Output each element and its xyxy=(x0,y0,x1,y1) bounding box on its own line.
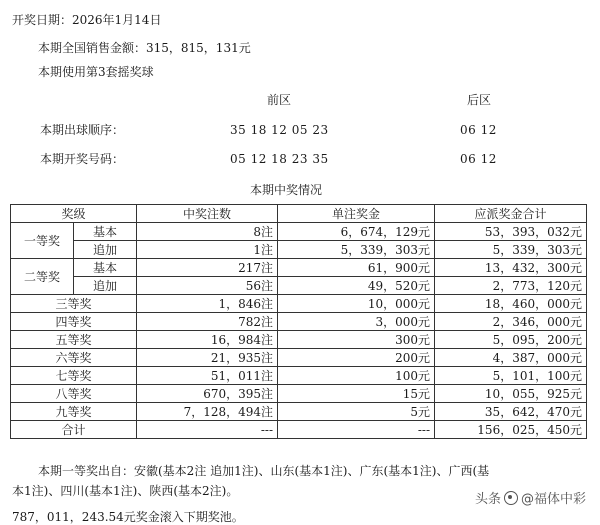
unit-prize-cell: 300元 xyxy=(278,331,435,349)
draw-date: 开奖日期：2026年1月14日 xyxy=(12,13,162,27)
count-cell: 217注 xyxy=(137,259,278,277)
table-row xyxy=(11,367,587,385)
watermark xyxy=(475,488,586,507)
table-row xyxy=(11,313,587,331)
prize-table-title: 本期中奖情况 xyxy=(250,183,323,197)
unit-prize-cell: 5，339，303元 xyxy=(278,241,435,259)
count-cell: 782注 xyxy=(137,313,278,331)
count-cell: --- xyxy=(137,421,278,439)
draw-order-label: 本期出球顺序： xyxy=(40,123,125,137)
count-cell: 7，128，494注 xyxy=(137,403,278,421)
total-prize-cell: 18，460，000元 xyxy=(435,295,587,313)
prize-table xyxy=(10,204,587,439)
table-row xyxy=(11,223,587,241)
camera-icon xyxy=(504,491,518,505)
count-cell: 1，846注 xyxy=(137,295,278,313)
header-total-prize: 应派奖金合计 xyxy=(435,205,587,223)
unit-prize-cell: 200元 xyxy=(278,349,435,367)
sales-total: 本期全国销售金额：315，815，131元 xyxy=(38,41,251,55)
table-row xyxy=(11,295,587,313)
unit-prize-cell: 6，674，129元 xyxy=(278,223,435,241)
total-prize-cell: 10，055，925元 xyxy=(435,385,587,403)
level-cell: 四等奖 xyxy=(11,313,137,331)
unit-prize-cell: 61，900元 xyxy=(278,259,435,277)
total-prize-cell: 156，025，450元 xyxy=(435,421,587,439)
winning-numbers-back: 06 12 xyxy=(460,152,497,166)
level-cell: 九等奖 xyxy=(11,403,137,421)
total-prize-cell: 35，642，470元 xyxy=(435,403,587,421)
count-cell: 8注 xyxy=(137,223,278,241)
front-zone-label: 前区 xyxy=(267,93,292,107)
sub-level-cell: 追加 xyxy=(74,241,137,259)
unit-prize-cell: 15元 xyxy=(278,385,435,403)
table-row xyxy=(11,349,587,367)
sub-level-cell: 基本 xyxy=(74,259,137,277)
level-cell: 六等奖 xyxy=(11,349,137,367)
table-header-row xyxy=(11,205,587,223)
total-prize-cell: 4，387，000元 xyxy=(435,349,587,367)
draw-order-front: 35 18 12 05 23 xyxy=(230,123,329,137)
count-cell: 51，011注 xyxy=(137,367,278,385)
count-cell: 21，935注 xyxy=(137,349,278,367)
rollover-note: 787，011，243.54元奖金滚入下期奖池。 xyxy=(12,510,244,524)
first-prize-origin-line2: 本1注)、四川(基本1注)、陕西(基本2注)。 xyxy=(12,484,239,498)
level-cell: 八等奖 xyxy=(11,385,137,403)
total-prize-cell: 13，432，300元 xyxy=(435,259,587,277)
header-level: 奖级 xyxy=(11,205,137,223)
total-prize-cell: 53，393，032元 xyxy=(435,223,587,241)
level-cell: 七等奖 xyxy=(11,367,137,385)
unit-prize-cell: 5元 xyxy=(278,403,435,421)
level-cell: 二等奖 xyxy=(11,259,74,295)
level-cell: 五等奖 xyxy=(11,331,137,349)
unit-prize-cell: 49，520元 xyxy=(278,277,435,295)
table-row xyxy=(11,331,587,349)
sub-level-cell: 基本 xyxy=(74,223,137,241)
total-prize-cell: 5，339，303元 xyxy=(435,241,587,259)
table-total-row xyxy=(11,421,587,439)
back-zone-label: 后区 xyxy=(467,93,492,107)
level-cell: 一等奖 xyxy=(11,223,74,259)
table-row xyxy=(11,385,587,403)
total-prize-cell: 2，346，000元 xyxy=(435,313,587,331)
first-prize-origin-line1: 本期一等奖出自：安徽(基本2注 追加1注)、山东(基本1注)、广东(基本1注)、广西(基 xyxy=(38,464,490,478)
sub-level-cell: 追加 xyxy=(74,277,137,295)
table-row xyxy=(11,241,587,259)
table-row xyxy=(11,277,587,295)
unit-prize-cell: 3，000元 xyxy=(278,313,435,331)
total-prize-cell: 2，773，120元 xyxy=(435,277,587,295)
winning-numbers-label: 本期开奖号码： xyxy=(40,152,125,166)
watermark-prefix: 头条 xyxy=(474,492,501,507)
watermark-handle: @福体中彩 xyxy=(520,492,586,507)
total-prize-cell: 5，101，100元 xyxy=(435,367,587,385)
table-row xyxy=(11,403,587,421)
level-cell: 三等奖 xyxy=(11,295,137,313)
header-unit-prize: 单注奖金 xyxy=(278,205,435,223)
header-count: 中奖注数 xyxy=(137,205,278,223)
count-cell: 56注 xyxy=(137,277,278,295)
unit-prize-cell: 100元 xyxy=(278,367,435,385)
count-cell: 670，395注 xyxy=(137,385,278,403)
draw-order-back: 06 12 xyxy=(460,123,497,137)
total-prize-cell: 5，095，200元 xyxy=(435,331,587,349)
unit-prize-cell: --- xyxy=(278,421,435,439)
total-label-cell: 合计 xyxy=(11,421,137,439)
unit-prize-cell: 10，000元 xyxy=(278,295,435,313)
ball-set: 本期使用第3套摇奖球 xyxy=(38,65,154,79)
winning-numbers-front: 05 12 18 23 35 xyxy=(230,152,329,166)
table-row xyxy=(11,259,587,277)
count-cell: 1注 xyxy=(137,241,278,259)
count-cell: 16，984注 xyxy=(137,331,278,349)
